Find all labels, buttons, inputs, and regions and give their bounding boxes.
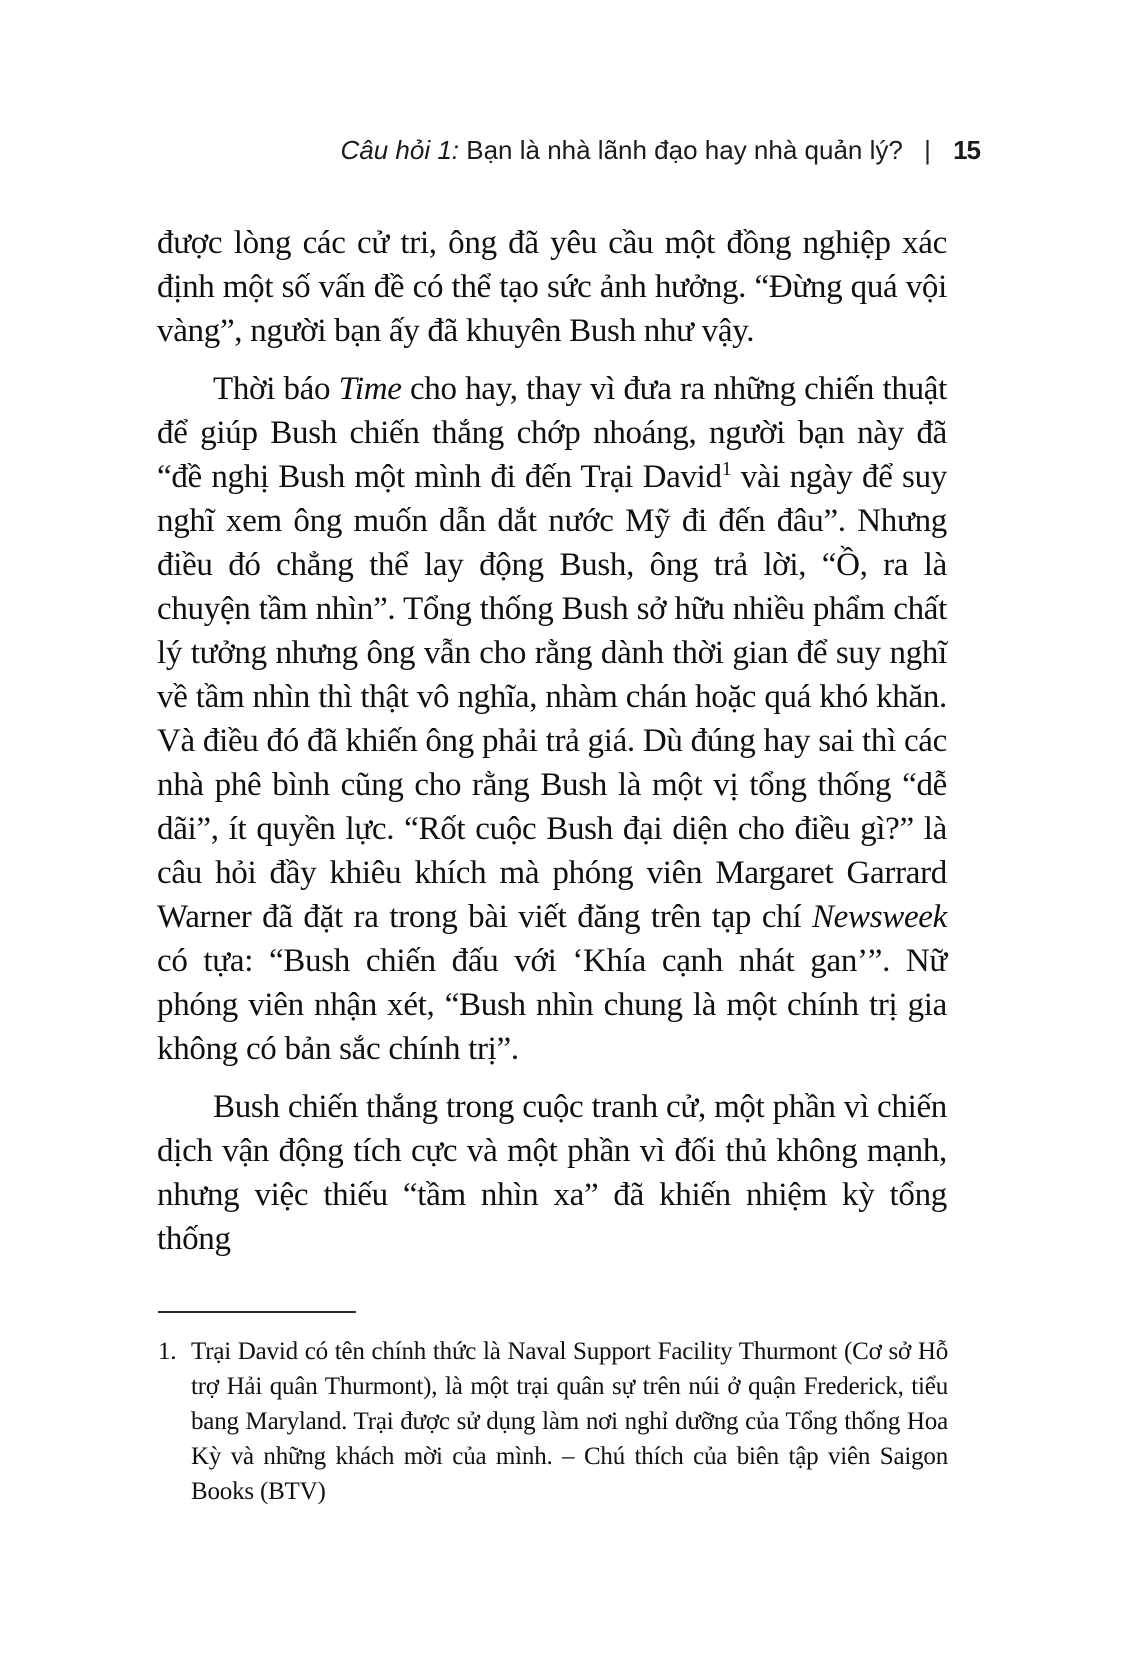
text-run: vài ngày để suy nghĩ xem ông muốn dẫn dắt nước Mỹ đi đến đâu”. Nhưng điều đó chẳng thể lay động Bush, ông trả lời, “Ồ, ra là chuyện tầm nhìn”. Tổng thống Bush sở hữu nhiều phẩm chất lý tưởng nhưng ông vẫn cho rằng dành thời gian để suy nghĩ về tầm nhìn thì thật vô nghĩa, nhàm chán hoặc quá khó khăn. Và điều đó đã khiến ông phải trả giá. Dù đúng hay sai thì các nhà phê bình cũng cho rằng Bush là một vị tổng thống “dễ dãi”, ít quyền lực. “Rốt cuộc Bush đại diện cho điều gì?” là câu hỏi đầy khiêu khích mà phóng viên Margaret Garrard Warner đã đặt ra trong bài viết đăng trên tạp chí — [157, 459, 947, 935]
footnote-number: 1. — [158, 1338, 177, 1365]
footnote — [158, 1334, 948, 1509]
paragraph — [157, 367, 947, 1071]
header-divider: | — [924, 135, 931, 165]
text-run: được lòng các cử tri, ông đã yêu cầu một đồng nghiệp xác định một số vấn đề có thể tạo sức ảnh hưởng. “Đừng quá vội vàng”, người bạn ấy đã khuyên Bush như vậy. — [157, 225, 947, 349]
footnote-reference: 1 — [721, 458, 732, 480]
body-text — [157, 221, 947, 1275]
page-number: 15 — [953, 135, 980, 165]
running-header — [0, 133, 980, 167]
text-run: Time — [338, 371, 402, 407]
text-run: Bush chiến thắng trong cuộc tranh cử, một phần vì chiến dịch vận động tích cực và một phần vì đối thủ không mạnh, nhưng việc thiếu “tầm nhìn xa” đã khiến nhiệm kỳ tổng thống — [157, 1089, 947, 1257]
footnote-separator — [158, 1311, 356, 1313]
text-run: cho hay, thay vì đưa ra những chiến thuật để giúp Bush chiến thắng chớp nhoáng, người bạn này đã “đề nghị Bush một mình đi đến Trại David — [157, 371, 947, 495]
paragraph — [157, 1085, 947, 1261]
paragraph — [157, 221, 947, 353]
chapter-label: Câu hỏi 1: — [340, 135, 460, 165]
text-run: Thời báo — [213, 371, 339, 407]
footnote-text: Trại David có tên chính thức là Naval Support Facility Thurmont (Cơ sở Hỗ trợ Hải quân Thurmont), là một trại quân sự trên núi ở quận Frederick, tiểu bang Maryland. Trại được sử dụng làm nơi nghỉ dưỡng của Tổng thống Hoa Kỳ và những khách mời của mình. – Chú thích của biên tập viên Saigon Books (BTV) — [191, 1338, 948, 1505]
text-run: có tựa: “Bush chiến đấu với ‘Khía cạnh nhát gan’”. Nữ phóng viên nhận xét, “Bush nhìn chung là một chính trị gia không có bản sắc chính trị”. — [157, 943, 947, 1067]
text-run: Newsweek — [811, 899, 947, 935]
chapter-title: Bạn là nhà lãnh đạo hay nhà quản lý? — [466, 135, 903, 165]
